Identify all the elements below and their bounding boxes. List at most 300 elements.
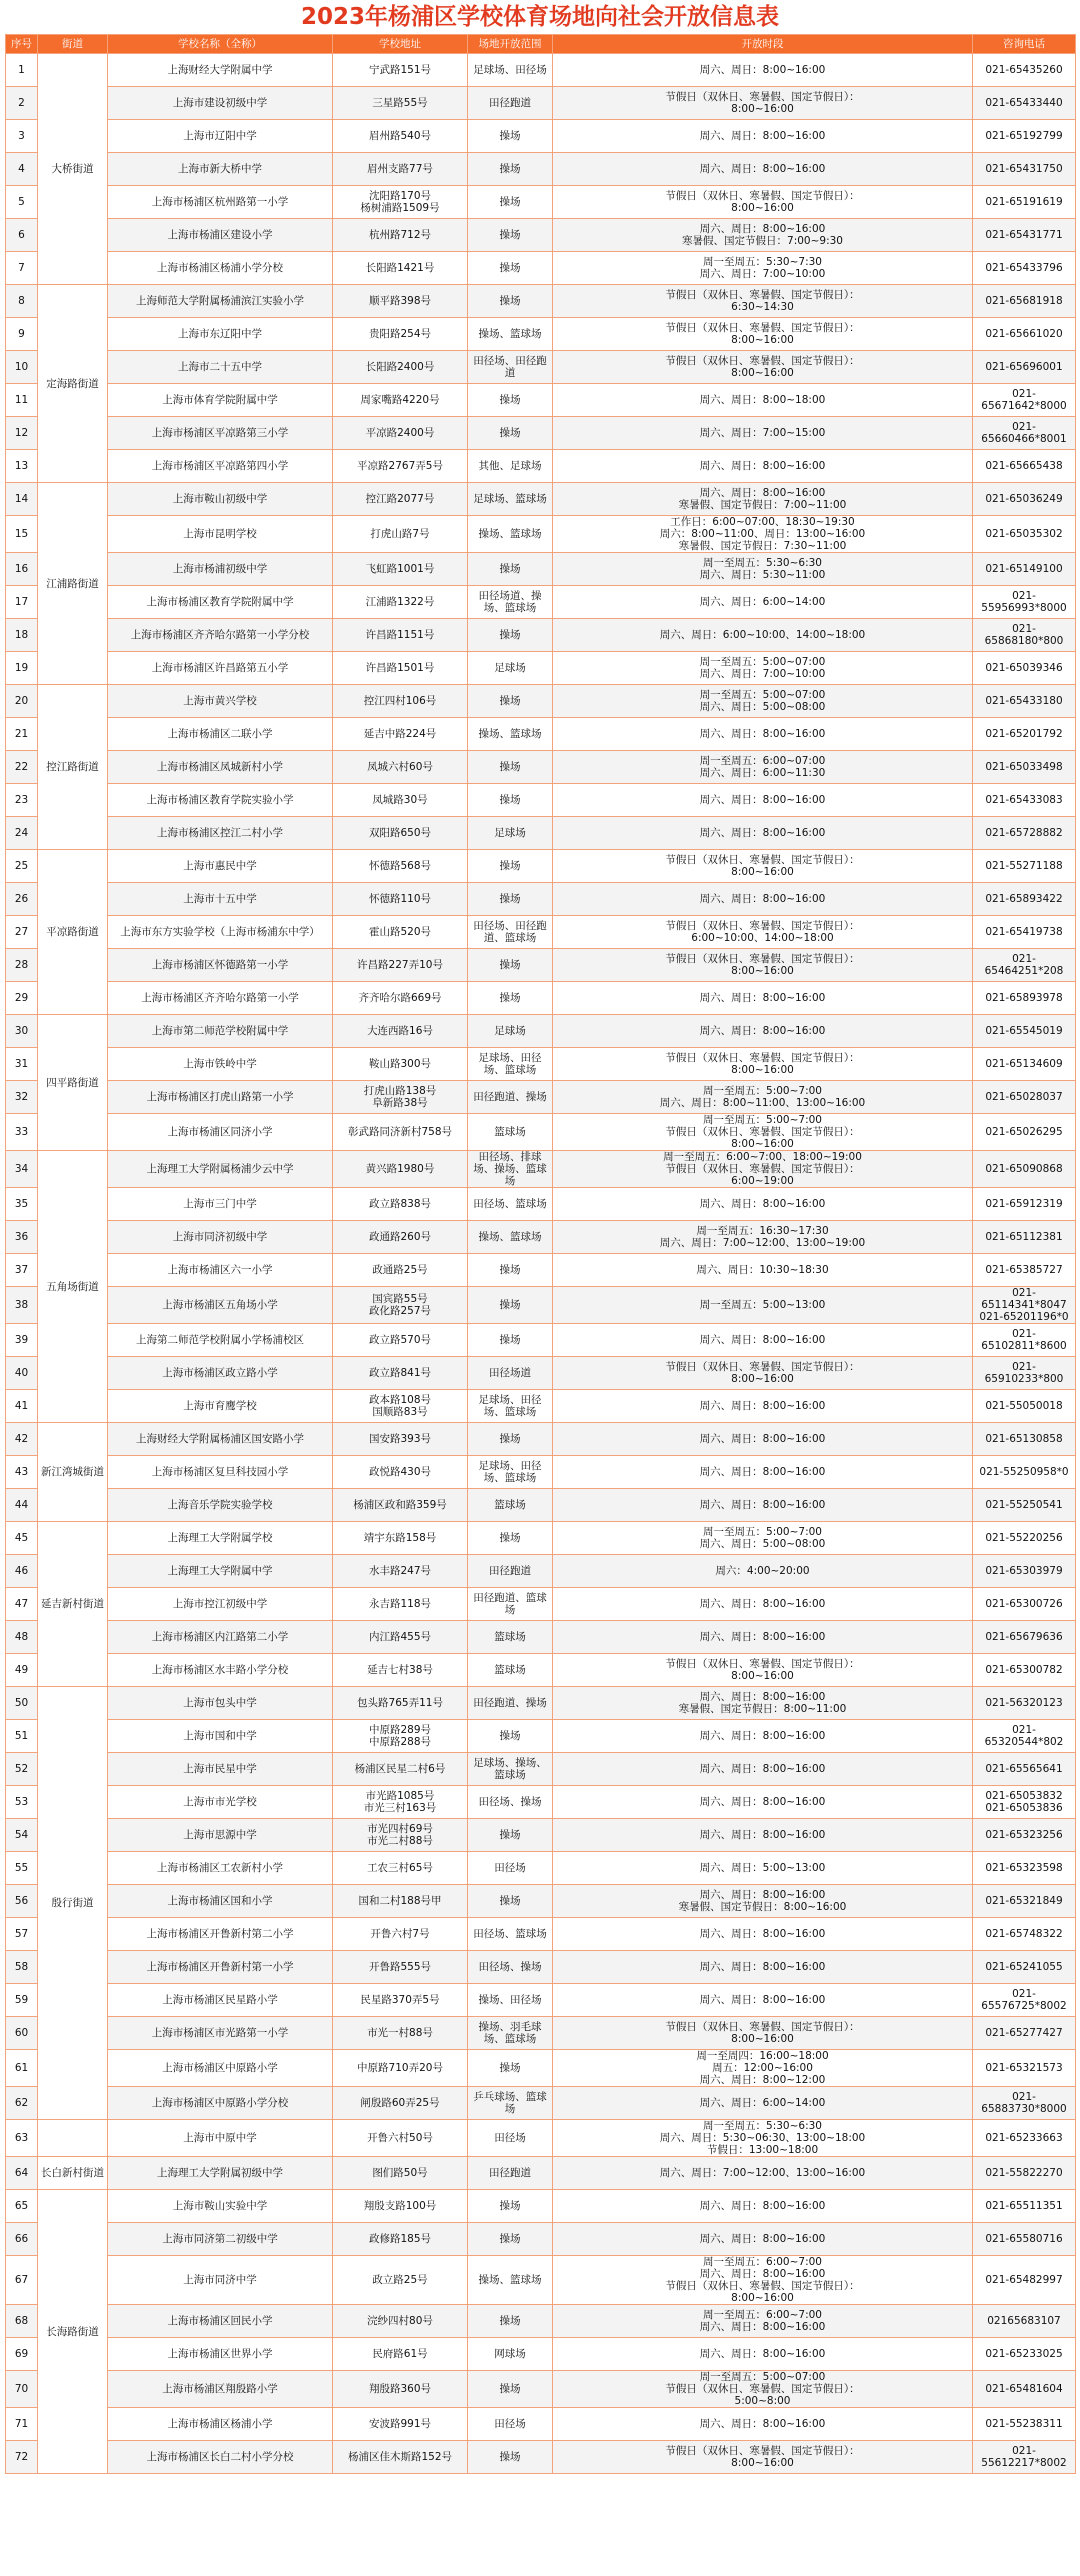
cell-no: 38 (6, 1287, 38, 1324)
cell-address: 国和二村188号甲 (333, 1885, 468, 1918)
cell-school: 上海市控江初级中学 (108, 1588, 333, 1621)
cell-time: 节假日（双休日、寒暑假、国定节假日）： 6:00~10:00、14:00~18:00 (553, 916, 973, 949)
table-row (6, 483, 1076, 516)
table-row (6, 1489, 1076, 1522)
cell-address: 杨浦区政和路359号 (333, 1489, 468, 1522)
cell-address: 工农三村65号 (333, 1852, 468, 1885)
cell-address: 图们路50号 (333, 2157, 468, 2190)
cell-school: 上海市杨浦区杭州路第一小学 (108, 186, 333, 219)
table-row (6, 351, 1076, 384)
cell-phone: 021-65433440 (973, 87, 1076, 120)
cell-no: 44 (6, 1489, 38, 1522)
cell-address: 市光一村88号 (333, 2017, 468, 2050)
cell-address: 顺平路398号 (333, 285, 468, 318)
cell-school: 上海市杨浦区杨浦小学 (108, 2408, 333, 2441)
cell-venue: 田径场道、操场、篮球场 (468, 586, 553, 619)
cell-school: 上海市新大桥中学 (108, 153, 333, 186)
cell-address: 政悦路430号 (333, 1456, 468, 1489)
cell-address: 控江四村106号 (333, 685, 468, 718)
cell-time: 周一至周五：5:30~6:30 周六、周日：5:30~11:00 (553, 553, 973, 586)
table-body (6, 54, 1076, 2474)
cell-phone: 021-65431771 (973, 219, 1076, 252)
cell-venue: 操场 (468, 553, 553, 586)
cell-venue: 田径跑道、操场 (468, 1081, 553, 1114)
cell-venue: 操场、篮球场 (468, 318, 553, 351)
cell-phone: 021-65565641 (973, 1753, 1076, 1786)
cell-phone: 021-65679636 (973, 1621, 1076, 1654)
cell-street: 江浦路街道 (38, 483, 108, 685)
cell-no: 14 (6, 483, 38, 516)
cell-venue: 田径跑道 (468, 2157, 553, 2190)
cell-phone: 021-65323256 (973, 1819, 1076, 1852)
cell-venue: 操场 (468, 1885, 553, 1918)
cell-time: 周一至周五：5:00~07:00 节假日（双休日、寒暑假、国定节假日）： 5:00~8:00 (553, 2371, 973, 2408)
cell-venue: 操场、田径场 (468, 1984, 553, 2017)
page-title: 2023年杨浦区学校体育场地向社会开放信息表 (300, 4, 779, 30)
cell-phone: 021-65482997 (973, 2256, 1076, 2305)
cell-no: 68 (6, 2305, 38, 2338)
cell-street: 长海路街道 (38, 2190, 108, 2474)
table-row (6, 2087, 1076, 2120)
cell-school: 上海市杨浦区五角场小学 (108, 1287, 333, 1324)
table-row (6, 120, 1076, 153)
cell-time: 周六、周日：6:00~10:00、14:00~18:00 (553, 619, 973, 652)
cell-school: 上海市杨浦区齐齐哈尔路第一小学 (108, 982, 333, 1015)
cell-time: 周六、周日：8:00~16:00 (553, 1753, 973, 1786)
cell-venue: 足球场 (468, 1015, 553, 1048)
table-row (6, 186, 1076, 219)
cell-time: 周六、周日：8:00~16:00 (553, 2223, 973, 2256)
table-row (6, 1819, 1076, 1852)
header-school: 学校名称（全称） (108, 35, 333, 54)
cell-phone: 021-65323598 (973, 1852, 1076, 1885)
cell-phone: 021-65321573 (973, 2050, 1076, 2087)
cell-school: 上海市建设初级中学 (108, 87, 333, 120)
cell-time: 周一至周五：5:00~07:00 周六、周日：5:00~08:00 (553, 685, 973, 718)
cell-venue: 操场 (468, 2050, 553, 2087)
cell-address: 安波路991号 (333, 2408, 468, 2441)
table-row (6, 1114, 1076, 1151)
cell-time: 周一至周五：16:30~17:30 周六、周日：7:00~12:00、13:00~19:00 (553, 1221, 973, 1254)
cell-address: 水丰路247号 (333, 1555, 468, 1588)
cell-venue: 操场 (468, 186, 553, 219)
cell-venue: 田径场、田径跑道 (468, 351, 553, 384)
cell-venue: 足球场、田径场、篮球场 (468, 1456, 553, 1489)
cell-street: 殷行街道 (38, 1687, 108, 2120)
table-row (6, 1885, 1076, 1918)
table-row (6, 2017, 1076, 2050)
cell-no: 46 (6, 1555, 38, 1588)
cell-no: 13 (6, 450, 38, 483)
cell-venue: 田径跑道、操场 (468, 1687, 553, 1720)
cell-time: 周六、周日：8:00~16:00 (553, 2338, 973, 2371)
cell-time: 周六、周日：8:00~16:00 寒暑假、国定节假日：7:00~11:00 (553, 483, 973, 516)
cell-time: 周一至周五：5:00~07:00 周六、周日：7:00~10:00 (553, 652, 973, 685)
cell-venue: 操场 (468, 2223, 553, 2256)
cell-school: 上海市杨浦区怀德路第一小学 (108, 949, 333, 982)
cell-time: 节假日（双休日、寒暑假、国定节假日）： 8:00~16:00 (553, 1048, 973, 1081)
cell-venue: 操场 (468, 1324, 553, 1357)
cell-no: 55 (6, 1852, 38, 1885)
cell-phone: 021-65661020 (973, 318, 1076, 351)
cell-phone: 021-65580716 (973, 2223, 1076, 2256)
table-row (6, 1687, 1076, 1720)
cell-address: 许昌路1501号 (333, 652, 468, 685)
cell-no: 52 (6, 1753, 38, 1786)
cell-address: 沈阳路170号 杨树浦路1509号 (333, 186, 468, 219)
cell-time: 周六、周日：8:00~16:00 (553, 1621, 973, 1654)
cell-address: 浣纱四村80号 (333, 2305, 468, 2338)
table-row (6, 54, 1076, 87)
cell-school: 上海市杨浦区水丰路小学分校 (108, 1654, 333, 1687)
cell-school: 上海市杨浦区政立路小学 (108, 1357, 333, 1390)
cell-venue: 田径场 (468, 1852, 553, 1885)
cell-address: 长阳路2400号 (333, 351, 468, 384)
cell-time: 周一至周五：6:00~7:00 周六、周日：8:00~16:00 节假日（双休日、寒暑假、国定节假日）： 8:00~16:00 (553, 2256, 973, 2305)
cell-venue: 田径场 (468, 2408, 553, 2441)
cell-address: 怀德路568号 (333, 850, 468, 883)
cell-venue: 田径场、操场 (468, 1786, 553, 1819)
cell-school: 上海市杨浦区齐齐哈尔路第一小学分校 (108, 619, 333, 652)
table-row (6, 219, 1076, 252)
cell-time: 周一至周五：5:30~6:30 周六、周日：5:30~06:30、13:00~18:00 节假日：13:00~18:00 (553, 2120, 973, 2157)
cell-school: 上海理工大学附属学校 (108, 1522, 333, 1555)
cell-venue: 足球场、操场、篮球场 (468, 1753, 553, 1786)
table-row (6, 1287, 1076, 1324)
cell-phone: 021-65303979 (973, 1555, 1076, 1588)
cell-school: 上海市昆明学校 (108, 516, 333, 553)
cell-address: 凤城路30号 (333, 784, 468, 817)
cell-school: 上海市杨浦初级中学 (108, 553, 333, 586)
cell-address: 政立路841号 (333, 1357, 468, 1390)
cell-address: 怀德路110号 (333, 883, 468, 916)
cell-time: 周六、周日：8:00~16:00 寒暑假、国定节假日：8:00~16:00 (553, 1885, 973, 1918)
cell-no: 67 (6, 2256, 38, 2305)
cell-time: 周一至周五：5:30~7:30 周六、周日：7:00~10:00 (553, 252, 973, 285)
table-row (6, 1324, 1076, 1357)
cell-no: 51 (6, 1720, 38, 1753)
cell-venue: 操场 (468, 153, 553, 186)
cell-no: 59 (6, 1984, 38, 2017)
cell-phone: 021-65192799 (973, 120, 1076, 153)
cell-venue: 田径跑道 (468, 87, 553, 120)
table-row (6, 318, 1076, 351)
cell-address: 政立路570号 (333, 1324, 468, 1357)
table-row (6, 1555, 1076, 1588)
cell-time: 周一至周五：6:00~7:00 周六、周日：8:00~16:00 (553, 2305, 973, 2338)
cell-no: 24 (6, 817, 38, 850)
cell-address: 黄兴路1980号 (333, 1151, 468, 1188)
header-street: 街道 (38, 35, 108, 54)
cell-address: 贵阳路254号 (333, 318, 468, 351)
cell-venue: 足球场、田径场、篮球场 (468, 1390, 553, 1423)
cell-venue: 乒乓球场、篮球场 (468, 2087, 553, 2120)
table-row (6, 1081, 1076, 1114)
cell-no: 66 (6, 2223, 38, 2256)
cell-venue: 操场 (468, 417, 553, 450)
cell-school: 上海市杨浦区翔殷路小学 (108, 2371, 333, 2408)
cell-time: 周六、周日：10:30~18:30 (553, 1254, 973, 1287)
cell-school: 上海市中原中学 (108, 2120, 333, 2157)
cell-phone: 021-65201792 (973, 718, 1076, 751)
cell-school: 上海音乐学院实验学校 (108, 1489, 333, 1522)
cell-no: 36 (6, 1221, 38, 1254)
cell-time: 周六、周日：8:00~16:00 (553, 1720, 973, 1753)
cell-venue: 篮球场 (468, 1654, 553, 1687)
cell-venue: 操场 (468, 784, 553, 817)
table-row (6, 2408, 1076, 2441)
cell-phone: 021-65130858 (973, 1423, 1076, 1456)
cell-address: 政本路108号 国顺路83号 (333, 1390, 468, 1423)
cell-no: 15 (6, 516, 38, 553)
cell-phone: 021-65481604 (973, 2371, 1076, 2408)
table-row (6, 982, 1076, 1015)
cell-address: 中原路710弄20号 (333, 2050, 468, 2087)
table-row (6, 1456, 1076, 1489)
cell-no: 5 (6, 186, 38, 219)
cell-address: 翔殷支路100号 (333, 2190, 468, 2223)
cell-phone: 021-65671642*8000 (973, 384, 1076, 417)
cell-address: 中原路289号 中原路288号 (333, 1720, 468, 1753)
cell-school: 上海市杨浦区平凉路第四小学 (108, 450, 333, 483)
table-row (6, 619, 1076, 652)
cell-no: 42 (6, 1423, 38, 1456)
cell-time: 周六、周日：8:00~16:00 (553, 120, 973, 153)
cell-phone: 021-65233025 (973, 2338, 1076, 2371)
cell-no: 61 (6, 2050, 38, 2087)
table-row (6, 1390, 1076, 1423)
table-row (6, 2256, 1076, 2305)
cell-street: 五角场街道 (38, 1151, 108, 1423)
cell-no: 16 (6, 553, 38, 586)
cell-school: 上海市杨浦区开鲁新村第一小学 (108, 1951, 333, 1984)
cell-school: 上海市杨浦区世界小学 (108, 2338, 333, 2371)
cell-school: 上海市黄兴学校 (108, 685, 333, 718)
cell-address: 政立路25号 (333, 2256, 468, 2305)
cell-phone: 021-55271188 (973, 850, 1076, 883)
cell-school: 上海市杨浦区控江二村小学 (108, 817, 333, 850)
cell-no: 7 (6, 252, 38, 285)
cell-no: 70 (6, 2371, 38, 2408)
table-row (6, 1423, 1076, 1456)
cell-venue: 篮球场 (468, 1621, 553, 1654)
cell-address: 杨浦区佳木斯路152号 (333, 2441, 468, 2474)
cell-address: 开鲁六村7号 (333, 1918, 468, 1951)
cell-venue: 足球场、篮球场 (468, 483, 553, 516)
cell-school: 上海市同济第二初级中学 (108, 2223, 333, 2256)
cell-phone: 021-65090868 (973, 1151, 1076, 1188)
cell-phone: 021-55250541 (973, 1489, 1076, 1522)
cell-school: 上海市鞍山初级中学 (108, 483, 333, 516)
cell-phone: 021-65681918 (973, 285, 1076, 318)
cell-school: 上海市包头中学 (108, 1687, 333, 1720)
cell-venue: 田径场 (468, 2120, 553, 2157)
cell-no: 31 (6, 1048, 38, 1081)
cell-address: 杨浦区民星二村6号 (333, 1753, 468, 1786)
cell-no: 65 (6, 2190, 38, 2223)
cell-time: 节假日（双休日、寒暑假、国定节假日）： 8:00~16:00 (553, 87, 973, 120)
cell-venue: 足球场 (468, 652, 553, 685)
cell-address: 闸殷路60弄25号 (333, 2087, 468, 2120)
cell-street: 大桥街道 (38, 54, 108, 285)
cell-street (38, 2120, 108, 2157)
cell-no: 26 (6, 883, 38, 916)
cell-venue: 操场 (468, 1423, 553, 1456)
table-row (6, 417, 1076, 450)
cell-school: 上海市国和中学 (108, 1720, 333, 1753)
table-row (6, 153, 1076, 186)
cell-venue: 操场 (468, 2441, 553, 2474)
cell-school: 上海市三门中学 (108, 1188, 333, 1221)
table-row (6, 718, 1076, 751)
cell-time: 周六、周日：8:00~16:00 (553, 1588, 973, 1621)
cell-address: 鞍山路300号 (333, 1048, 468, 1081)
cell-no: 48 (6, 1621, 38, 1654)
table-row (6, 2305, 1076, 2338)
cell-address: 永吉路118号 (333, 1588, 468, 1621)
cell-address: 开鲁六村50号 (333, 2120, 468, 2157)
cell-venue: 网球场 (468, 2338, 553, 2371)
cell-time: 周六、周日：8:00~16:00 (553, 153, 973, 186)
table-row (6, 1654, 1076, 1687)
cell-school: 上海市市光学校 (108, 1786, 333, 1819)
cell-school: 上海市同济初级中学 (108, 1221, 333, 1254)
cell-time: 周六、周日：8:00~16:00 (553, 1918, 973, 1951)
cell-no: 29 (6, 982, 38, 1015)
cell-address: 江浦路1322号 (333, 586, 468, 619)
table-row (6, 2223, 1076, 2256)
cell-school: 上海市杨浦区杨浦小学分校 (108, 252, 333, 285)
cell-address: 凤城六村60号 (333, 751, 468, 784)
cell-phone: 021-65433796 (973, 252, 1076, 285)
cell-venue: 操场 (468, 2305, 553, 2338)
header-phone: 咨询电话 (973, 35, 1076, 54)
table-row (6, 817, 1076, 850)
cell-no: 56 (6, 1885, 38, 1918)
cell-address: 延吉中路224号 (333, 718, 468, 751)
cell-time: 周六、周日：8:00~16:00 (553, 718, 973, 751)
cell-phone: 021-65912319 (973, 1188, 1076, 1221)
cell-address: 打虎山路138号 阜新路38号 (333, 1081, 468, 1114)
cell-school: 上海市杨浦区中原路小学 (108, 2050, 333, 2087)
cell-phone: 021-65035302 (973, 516, 1076, 553)
cell-school: 上海第二师范学校附属小学杨浦校区 (108, 1324, 333, 1357)
cell-time: 节假日（双休日、寒暑假、国定节假日）： 8:00~16:00 (553, 1654, 973, 1687)
cell-no: 11 (6, 384, 38, 417)
cell-no: 41 (6, 1390, 38, 1423)
cell-time: 节假日（双休日、寒暑假、国定节假日）： 8:00~16:00 (553, 850, 973, 883)
cell-venue: 篮球场 (468, 1114, 553, 1151)
cell-phone: 021-65277427 (973, 2017, 1076, 2050)
cell-phone: 021-65385727 (973, 1254, 1076, 1287)
cell-phone: 021-65433180 (973, 685, 1076, 718)
cell-school: 上海市鞍山实验中学 (108, 2190, 333, 2223)
cell-phone: 021-65696001 (973, 351, 1076, 384)
cell-venue: 操场 (468, 850, 553, 883)
cell-school: 上海市东辽阳中学 (108, 318, 333, 351)
cell-time: 周六、周日：8:00~16:00 (553, 982, 973, 1015)
cell-address: 周家嘴路4220号 (333, 384, 468, 417)
cell-street: 平凉路街道 (38, 850, 108, 1015)
cell-venue: 操场 (468, 982, 553, 1015)
cell-school: 上海市铁岭中学 (108, 1048, 333, 1081)
cell-address: 政修路185号 (333, 2223, 468, 2256)
table-row (6, 2157, 1076, 2190)
cell-no: 34 (6, 1151, 38, 1188)
cell-school: 上海市杨浦区复旦科技园小学 (108, 1456, 333, 1489)
cell-no: 10 (6, 351, 38, 384)
cell-address: 打虎山路7号 (333, 516, 468, 553)
table-row (6, 1357, 1076, 1390)
cell-phone: 021-65545019 (973, 1015, 1076, 1048)
cell-school: 上海市二十五中学 (108, 351, 333, 384)
header-time: 开放时段 (553, 35, 973, 54)
cell-no: 23 (6, 784, 38, 817)
cell-no: 58 (6, 1951, 38, 1984)
table-row (6, 751, 1076, 784)
cell-venue: 操场 (468, 619, 553, 652)
cell-time: 周一至周五：5:00~7:00 周六、周日：5:00~08:00 (553, 1522, 973, 1555)
cell-phone: 021-65300782 (973, 1654, 1076, 1687)
table-row (6, 1984, 1076, 2017)
cell-phone: 021-65511351 (973, 2190, 1076, 2223)
cell-phone: 021-65033498 (973, 751, 1076, 784)
cell-address: 靖宇东路158号 (333, 1522, 468, 1555)
cell-no: 1 (6, 54, 38, 87)
cell-no: 4 (6, 153, 38, 186)
cell-school: 上海市杨浦区国和小学 (108, 1885, 333, 1918)
header-address: 学校地址 (333, 35, 468, 54)
cell-no: 69 (6, 2338, 38, 2371)
cell-school: 上海市思源中学 (108, 1819, 333, 1852)
cell-venue: 操场 (468, 120, 553, 153)
cell-time: 周一至周五：5:00~7:00 周六、周日：8:00~11:00、13:00~16:00 (553, 1081, 973, 1114)
cell-time: 周一至周四：16:00~18:00 周五：12:00~16:00 周六、周日：8:00~12:00 (553, 2050, 973, 2087)
cell-no: 21 (6, 718, 38, 751)
cell-time: 周六、周日：8:00~16:00 (553, 1324, 973, 1357)
cell-venue: 足球场、田径场、篮球场 (468, 1048, 553, 1081)
cell-school: 上海理工大学附属杨浦少云中学 (108, 1151, 333, 1188)
cell-venue: 操场 (468, 1254, 553, 1287)
cell-address: 平凉路2400号 (333, 417, 468, 450)
cell-time: 周六、周日：8:00~16:00 (553, 883, 973, 916)
cell-phone: 021-55612217*8002 (973, 2441, 1076, 2474)
cell-time: 周六、周日：6:00~14:00 (553, 586, 973, 619)
cell-no: 45 (6, 1522, 38, 1555)
table-row (6, 1048, 1076, 1081)
header-venue: 场地开放范围 (468, 35, 553, 54)
cell-venue: 田径场、田径跑道、篮球场 (468, 916, 553, 949)
cell-no: 18 (6, 619, 38, 652)
cell-time: 节假日（双休日、寒暑假、国定节假日）： 8:00~16:00 (553, 2017, 973, 2050)
cell-school: 上海财经大学附属杨浦区国安路小学 (108, 1423, 333, 1456)
cell-school: 上海市杨浦区二联小学 (108, 718, 333, 751)
table-row (6, 1951, 1076, 1984)
cell-phone: 021-65419738 (973, 916, 1076, 949)
cell-address: 市光四村69号 市光二村88号 (333, 1819, 468, 1852)
cell-venue: 操场 (468, 2190, 553, 2223)
table-row (6, 685, 1076, 718)
table-row (6, 1254, 1076, 1287)
cell-time: 节假日（双休日、寒暑假、国定节假日）： 6:30~14:30 (553, 285, 973, 318)
cell-no: 63 (6, 2120, 38, 2157)
table-row (6, 516, 1076, 553)
cell-school: 上海市杨浦区回民小学 (108, 2305, 333, 2338)
cell-venue: 田径场道 (468, 1357, 553, 1390)
cell-time: 周六、周日：5:00~13:00 (553, 1852, 973, 1885)
cell-time: 周六、周日：8:00~16:00 (553, 1951, 973, 1984)
cell-phone: 021-65433083 (973, 784, 1076, 817)
